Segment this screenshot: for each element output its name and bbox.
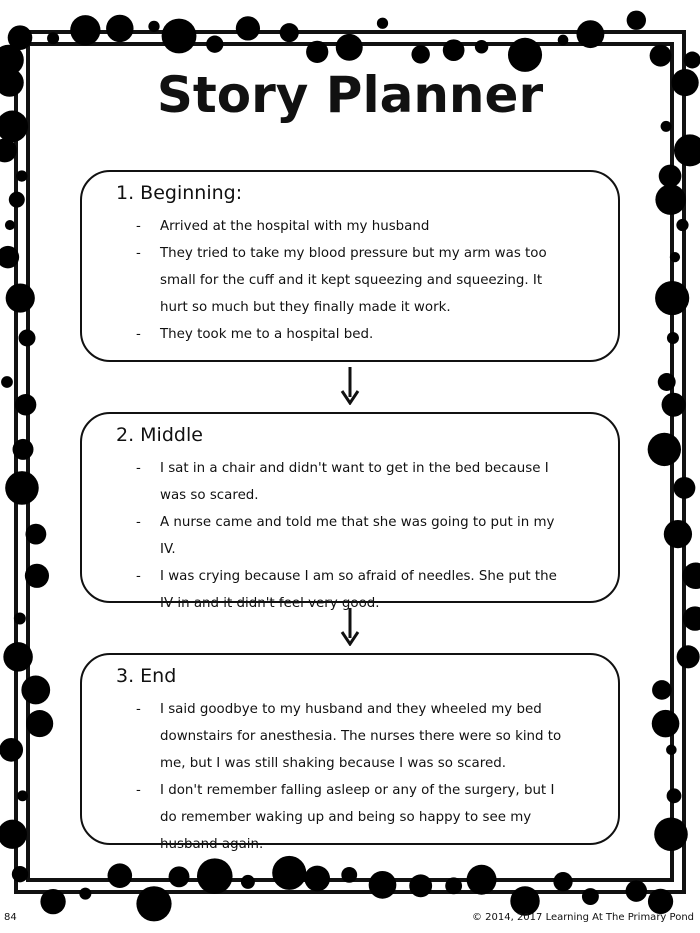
section-heading: 2. Middle [116,424,203,446]
border-dot [576,20,604,48]
border-dot [336,34,363,61]
border-dot [25,564,49,588]
border-dot [670,252,680,262]
border-dot [197,858,233,894]
border-dot [6,283,35,312]
border-dot [9,192,25,208]
section-end [80,653,620,852]
list-item: - Arrived at the hospital with my husband [136,219,430,234]
border-dot [148,21,159,32]
border-dot [676,219,688,231]
border-dot [241,875,255,889]
border-dot [0,820,27,849]
border-dot [652,680,672,700]
border-dot [655,184,686,215]
border-dot [655,281,689,315]
border-dot [582,888,599,905]
border-dot [206,36,223,53]
border-dot [70,15,100,45]
arrow-down-icon [340,608,360,646]
page-title: Story Planner [156,66,544,124]
border-dot [5,220,15,230]
list-item: - They took me to a hospital bed. [136,327,374,342]
border-dot [409,874,432,897]
border-dot [666,745,677,756]
border-dot [16,170,27,181]
border-dot [673,477,695,499]
border-dot [467,865,497,895]
border-dot [106,15,133,42]
arrow-down-icon [340,367,360,405]
border-dot [650,45,672,67]
border-dot [280,23,299,42]
section-heading: 3. End [116,665,177,687]
border-dot [13,439,34,460]
border-dot [445,877,462,894]
section-heading: 1. Beginning: [116,182,243,204]
border-dot [341,867,357,883]
border-dot [1,376,13,388]
border-dot [677,645,700,668]
section-middle [80,412,620,611]
list-item: - They tried to take my blood pressure but my arm was too small for the cuff and it kept squeezing and squeezing. It hurt so much but they finally made it work. [136,246,547,315]
border-dot [17,790,28,801]
section-beginning [80,170,620,362]
border-dot [667,332,679,344]
border-dot [136,886,171,921]
border-dot [648,433,681,466]
border-dot [654,817,688,851]
border-dot [236,16,260,40]
border-dot [0,738,23,762]
list-item: - I was crying because I am so afraid of needles. She put the IV in and it didn't feel very good. [136,569,557,611]
border-dot [664,520,692,548]
border-dot [108,863,133,888]
border-dot [19,329,36,346]
border-dot [14,613,26,625]
border-dot [79,888,91,900]
list-item: - A nurse came and told me that she was going to put in my IV. [136,515,555,557]
border-dot [553,872,572,891]
border-dot [169,866,190,887]
border-dot [162,19,197,54]
border-dot [21,676,50,705]
border-dot [626,880,647,901]
border-dot [47,32,59,44]
border-dot [662,393,686,417]
list-item: - I don't remember falling asleep or any of the surgery, but I do remember waking up and being so happy to see my husband again. [136,783,555,852]
border-dot [475,40,488,53]
border-dot [369,871,397,899]
border-dot [411,45,429,63]
list-item: - I sat in a chair and didn't want to get in the bed because I was so scared. [136,461,549,503]
copyright: © 2014, 2017 Learning At The Primary Pond [471,912,694,923]
border-dot [304,866,330,892]
border-dot [667,788,682,803]
border-dot [652,710,680,738]
border-dot [558,35,569,46]
border-dot [5,471,39,505]
border-dot [377,18,388,29]
border-dot [443,39,465,61]
border-dot [26,710,53,737]
border-dot [272,856,306,890]
border-dot [306,41,328,63]
border-dot [658,373,676,391]
page-number: 84 [4,912,17,923]
border-dot [40,889,65,914]
border-dot [12,866,28,882]
border-dot [659,165,682,188]
border-dot [627,11,646,30]
list-item: - I said goodbye to my husband and they wheeled my bed downstairs for anesthesia. The nurses there were so kind to me, but I was still shaking because I was so scared. [136,702,562,771]
border-dot [3,642,33,672]
border-dot [674,134,700,166]
border-dot [648,889,673,914]
border-dot [15,394,36,415]
border-dot [25,524,46,545]
